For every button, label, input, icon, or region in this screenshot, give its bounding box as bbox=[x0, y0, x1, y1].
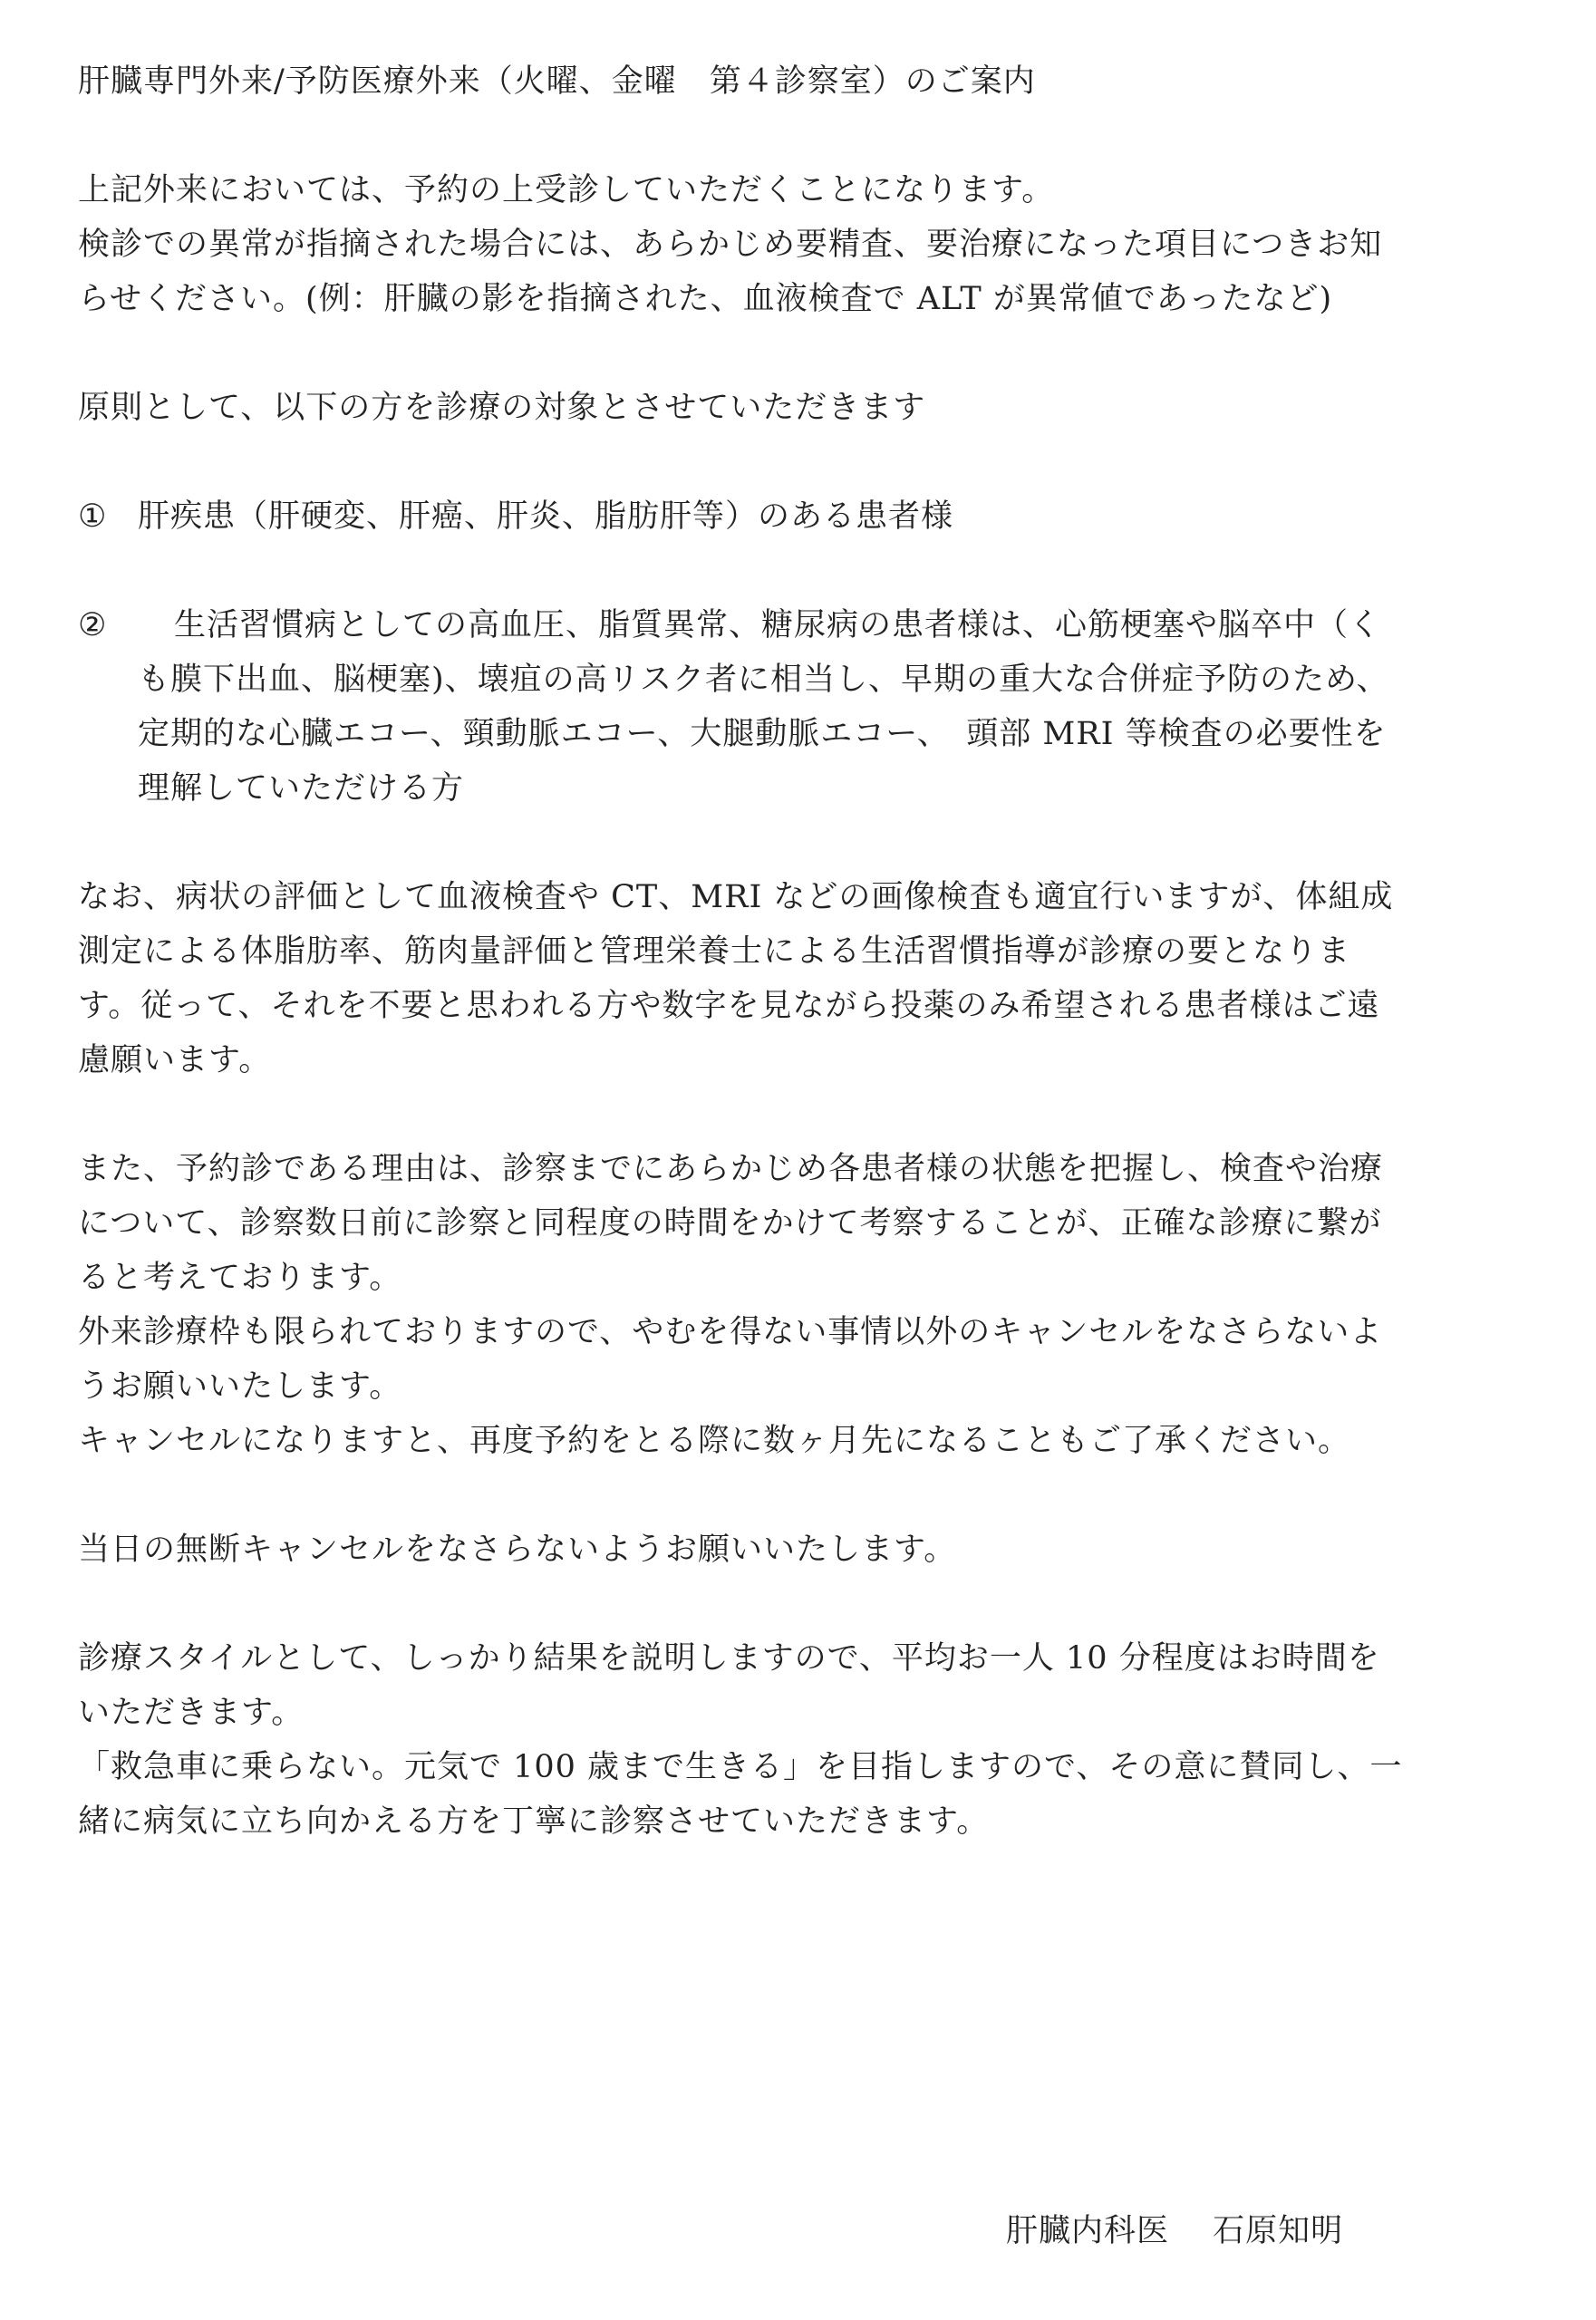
list-item-text: 生活習慣病としての高血圧、脂質異常、糖尿病の患者様は、心筋梗塞や脳卒中（く bbox=[174, 607, 1382, 643]
spacer bbox=[78, 1577, 1528, 1631]
no-show-notice: 当日の無断キャンセルをなさらないようお願いいたします。 bbox=[78, 1532, 957, 1568]
reason-line: キャンセルになりますと、再度予約をとる際に数ヶ月先になることもご了承ください。 bbox=[78, 1423, 1351, 1459]
note-line: 測定による体脂肪率、筋肉量評価と管理栄養士による生活習慣指導が診療の要となりま bbox=[78, 933, 1351, 970]
list-item-text: 肝疾患（肝硬変、肝癌、肝炎、脂肪肝等）のある患者様 bbox=[138, 498, 954, 535]
list-item-text: 理解していただける方 bbox=[138, 770, 465, 807]
spacer bbox=[78, 816, 1528, 870]
style-line: 「救急車に乗らない。元気で 100 歳まで生きる」を目指しますので、その意に賛同し、一 bbox=[78, 1749, 1403, 1785]
list-item-text: 定期的な心臓エコー、頸動脈エコー、大腿動脈エコー、 頭部 MRI 等検査の必要性を bbox=[138, 716, 1387, 752]
signature: 肝臓内科医 石原知明 bbox=[1006, 2213, 1344, 2249]
style-line: いただきます。 bbox=[78, 1695, 305, 1731]
spacer bbox=[78, 435, 1528, 489]
list-item-text: も膜下出血、脳梗塞)、壊疽の高リスク者に相当し、早期の重大な合併症予防のため、 bbox=[138, 662, 1389, 698]
note-paragraph bbox=[78, 870, 1528, 1088]
spacer bbox=[78, 1468, 1528, 1522]
note-line: す。従って、それを不要と思われる方や数字を見ながら投薬のみ希望される患者様はご遠 bbox=[78, 988, 1380, 1024]
intro-line: らせください。(例：肝臓の影を指摘された、血液検査で ALT が異常値であったなど) bbox=[78, 281, 1333, 317]
list-marker: ① bbox=[78, 498, 107, 535]
reason-line: 外来診療枠も限られておりますので、やむを得ない事情以外のキャンセルをなさらないよ bbox=[78, 1314, 1383, 1350]
intro-paragraph bbox=[78, 163, 1528, 326]
spacer bbox=[78, 109, 1528, 163]
spacer bbox=[78, 326, 1528, 381]
reason-line: また、予約診である理由は、診察までにあらかじめ各患者様の状態を把握し、検査や治療 bbox=[78, 1151, 1384, 1187]
list-item-2 bbox=[78, 598, 1528, 816]
document-page bbox=[78, 54, 1528, 1849]
reason-line: ると考えております。 bbox=[78, 1260, 402, 1296]
note-line: なお、病状の評価として血液検査や CT、MRI などの画像検査も適宜行いますが、体組成 bbox=[78, 879, 1394, 915]
spacer bbox=[78, 544, 1528, 598]
style-line: 緒に病気に立ち向かえる方を丁寧に診察させていただきます。 bbox=[78, 1803, 990, 1840]
style-paragraph bbox=[78, 1631, 1528, 1849]
intro-line: 検診での異常が指摘された場合には、あらかじめ要精査、要治療になった項目につきお知 bbox=[78, 227, 1383, 263]
style-line: 診療スタイルとして、しっかり結果を説明しますので、平均お一人 10 分程度はお時間を bbox=[78, 1640, 1380, 1677]
reason-paragraph bbox=[78, 1142, 1528, 1468]
spacer bbox=[78, 1088, 1528, 1142]
intro-line: 上記外来においては、予約の上受診していただくことになります。 bbox=[78, 172, 1055, 208]
list-marker: ② bbox=[78, 607, 107, 643]
principle-text: 原則として、以下の方を診療の対象とさせていただきます bbox=[78, 390, 926, 426]
list-item-1 bbox=[78, 489, 1528, 544]
reason-line: について、診察数日前に診察と同程度の時間をかけて考察することが、正確な診療に繋が bbox=[78, 1205, 1382, 1242]
note-line: 慮願います。 bbox=[78, 1042, 272, 1078]
document-title: 肝臓専門外来/予防医療外来（火曜、金曜 第４診察室）のご案内 bbox=[78, 63, 1036, 100]
reason-line: うお願いいたします。 bbox=[78, 1368, 402, 1405]
